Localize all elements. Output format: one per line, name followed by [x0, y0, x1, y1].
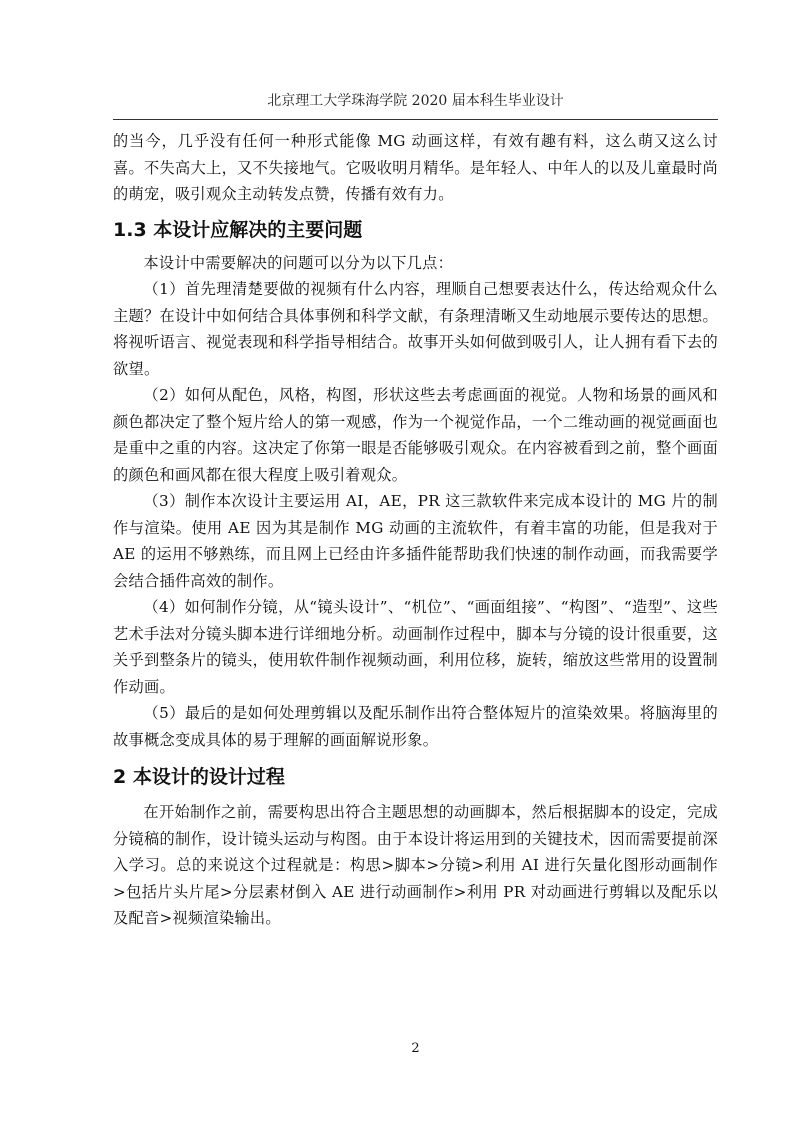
section-heading-2: 2 本设计的设计过程	[113, 766, 285, 788]
problem-item-4: （4）如何制作分镜，从“镜头设计”、“机位”、“画面组接”、“构图”、“造型”、这些艺术手法对分镜头脚本进行详细地分析。动画制作过程中，脚本与分镜的设计很重要，这关乎到整条片的镜头，使用软件制作视频动画，利用位移，旋转，缩放这些常用的设置制作动画。	[113, 598, 718, 696]
section-lead-paragraph: 本设计中需要解决的问题可以分为以下几点：	[143, 253, 454, 272]
section-heading-1-3: 1.3 本设计应解决的主要问题	[113, 218, 363, 241]
problem-item-5: （5）最后的是如何处理剪辑以及配乐制作出符合整体短片的渲染效果。将脑海里的故事概念变成具体的易于理解的画面解说形象。	[113, 704, 718, 749]
problem-item-1: （1）首先理清楚要做的视频有什么内容，理顺自己想要表达什么，传达给观众什么主题？在设计中如何结合具体事例和科学文献，有条理清晰又生动地展示要传达的思想。将视听语言、视觉表现和科学指导相结合。故事开头如何做到吸引人，让人拥有看下去的欲望。	[113, 280, 718, 378]
header-divider	[113, 119, 718, 120]
problem-item-2: （2）如何从配色，风格，构图，形状这些去考虑画面的视觉。人物和场景的画风和颜色都决定了整个短片给人的第一观感，作为一个视觉作品，一个二维动画的视觉画面也是重中之重的内容。这决定了你第一眼是否能够吸引观众。在内容被看到之前，整个画面的颜色和画风都在很大程度上吸引着观众。	[113, 386, 718, 484]
intro-paragraph: 的当今，几乎没有任何一种形式能像 MG 动画这样，有效有趣有料，这么萌又这么讨喜。不失高大上，又不失接地气。它吸收明月精华。是年轻人、中年人的以及儿童最时尚的萌宠，吸引观众主动转发点赞，传播有效有力。	[113, 132, 718, 203]
page-body	[113, 128, 718, 932]
page-header: 北京理工大学珠海学院 2020 届本科生毕业设计	[267, 93, 564, 109]
problem-item-3: （3）制作本次设计主要运用 AI，AE，PR 这三款软件来完成本设计的 MG 片的制作与渲染。使用 AE 因为其是制作 MG 动画的主流软件，有着丰富的功能，但是我对于 AE 的运用不够熟练，而且网上已经由许多插件能帮助我们快速的制作动画，而我需要学会结合插件高效的制作。	[113, 492, 718, 590]
page-number: 2	[411, 1041, 420, 1056]
design-process-paragraph: 在开始制作之前，需要构思出符合主题思想的动画脚本，然后根据脚本的设定，完成分镜稿的制作，设计镜头运动与构图。由于本设计将运用到的关键技术，因而需要提前深入学习。总的来说这个过程就是：构思>脚本>分镜>利用 AI 进行矢量化图形动画制作>包括片头片尾>分层素材倒入 AE 进行动画制作>利用 PR 对动画进行剪辑以及配乐以及配音>视频渲染输出。	[113, 803, 718, 927]
